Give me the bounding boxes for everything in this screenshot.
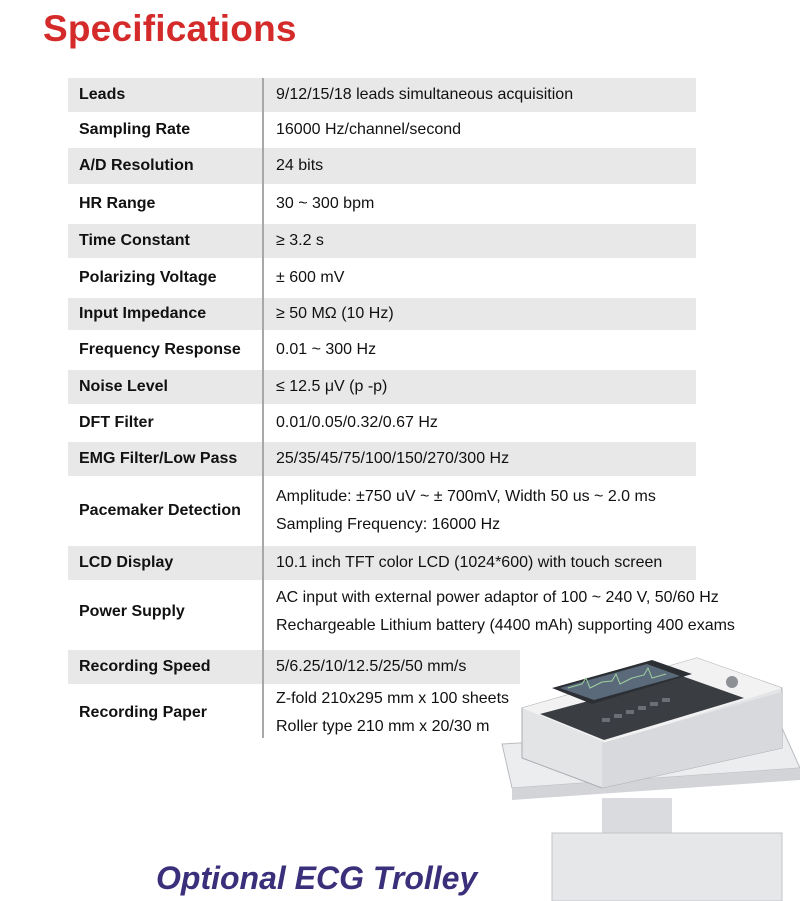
- spec-value: [264, 546, 696, 580]
- spec-value-line: Amplitude: ±750 uV ~ ± 700mV, Width 50 us ~ 2.0 ms: [276, 488, 656, 505]
- spec-label: Sampling Rate: [79, 121, 191, 138]
- spec-value: [264, 260, 696, 296]
- spec-value-line: 16000 Hz/channel/second: [276, 121, 462, 138]
- spec-label: Time Constant: [68, 224, 262, 258]
- spec-label: Pacemaker Detection: [79, 502, 241, 519]
- spec-value-line: 10.1 inch TFT color LCD (1024*600) with touch screen: [276, 554, 663, 571]
- spec-value: [264, 582, 788, 642]
- spec-value-line: 5/6.25/10/12.5/25/50 mm/s: [276, 658, 467, 675]
- spec-value: [264, 78, 696, 112]
- spec-value-line: 25/35/45/75/100/150/270/300 Hz: [276, 450, 510, 467]
- spec-value-line: ≤ 12.5 μV (p -p): [276, 378, 388, 395]
- spec-label: DFT Filter: [79, 414, 154, 431]
- spec-value-line: ≥ 3.2 s: [276, 232, 324, 249]
- ecg-device-illustration: [482, 648, 800, 901]
- spec-label: HR Range: [79, 195, 156, 212]
- spec-label: Noise Level: [68, 370, 262, 404]
- spec-label: Input Impedance: [68, 298, 262, 330]
- spec-label: A/D Resolution: [68, 148, 262, 184]
- spec-value: [264, 406, 696, 440]
- spec-label: Polarizing Voltage: [79, 269, 217, 286]
- spec-value-line: ≥ 50 MΩ (10 Hz): [276, 305, 394, 322]
- spec-label: Frequency Response: [79, 341, 241, 358]
- spec-label: LCD Display: [68, 546, 262, 580]
- spec-value-line: Rechargeable Lithium battery (4400 mAh) supporting 400 exams: [276, 617, 735, 634]
- spec-value-line: 0.01 ~ 300 Hz: [276, 341, 377, 358]
- spec-value-line: Z-fold 210x295 mm x 100 sheets: [276, 690, 510, 707]
- spec-value-line: 30 ~ 300 bpm: [276, 195, 375, 212]
- spec-value-line: 24 bits: [276, 157, 324, 174]
- page-title: Specifications: [43, 8, 297, 49]
- spec-value: [264, 332, 696, 368]
- spec-label: Recording Speed: [68, 650, 262, 684]
- spec-value-line: 9/12/15/18 leads simultaneous acquisition: [276, 86, 574, 103]
- trolley-caption: Optional ECG Trolley: [156, 860, 478, 896]
- spec-value-line: Sampling Frequency: 16000 Hz: [276, 516, 501, 533]
- spec-value-line: ± 600 mV: [276, 269, 345, 286]
- spec-value: [264, 186, 696, 222]
- spec-label: Power Supply: [79, 603, 185, 620]
- spec-label: Recording Paper: [79, 704, 208, 721]
- spec-value: [264, 370, 696, 404]
- spec-label: EMG Filter/Low Pass: [68, 442, 262, 476]
- spec-label: Leads: [68, 78, 262, 112]
- spec-value: [264, 298, 696, 330]
- spec-value-line: AC input with external power adaptor of 100 ~ 240 V, 50/60 Hz: [276, 589, 719, 606]
- spec-value: [264, 442, 696, 476]
- spec-value: [264, 148, 696, 184]
- spec-value-line: 0.01/0.05/0.32/0.67 Hz: [276, 414, 438, 431]
- spec-value: [264, 478, 708, 544]
- spec-value: [264, 114, 696, 146]
- spec-value: [264, 224, 696, 258]
- spec-value-line: Roller type 210 mm x 20/30 m: [276, 718, 490, 735]
